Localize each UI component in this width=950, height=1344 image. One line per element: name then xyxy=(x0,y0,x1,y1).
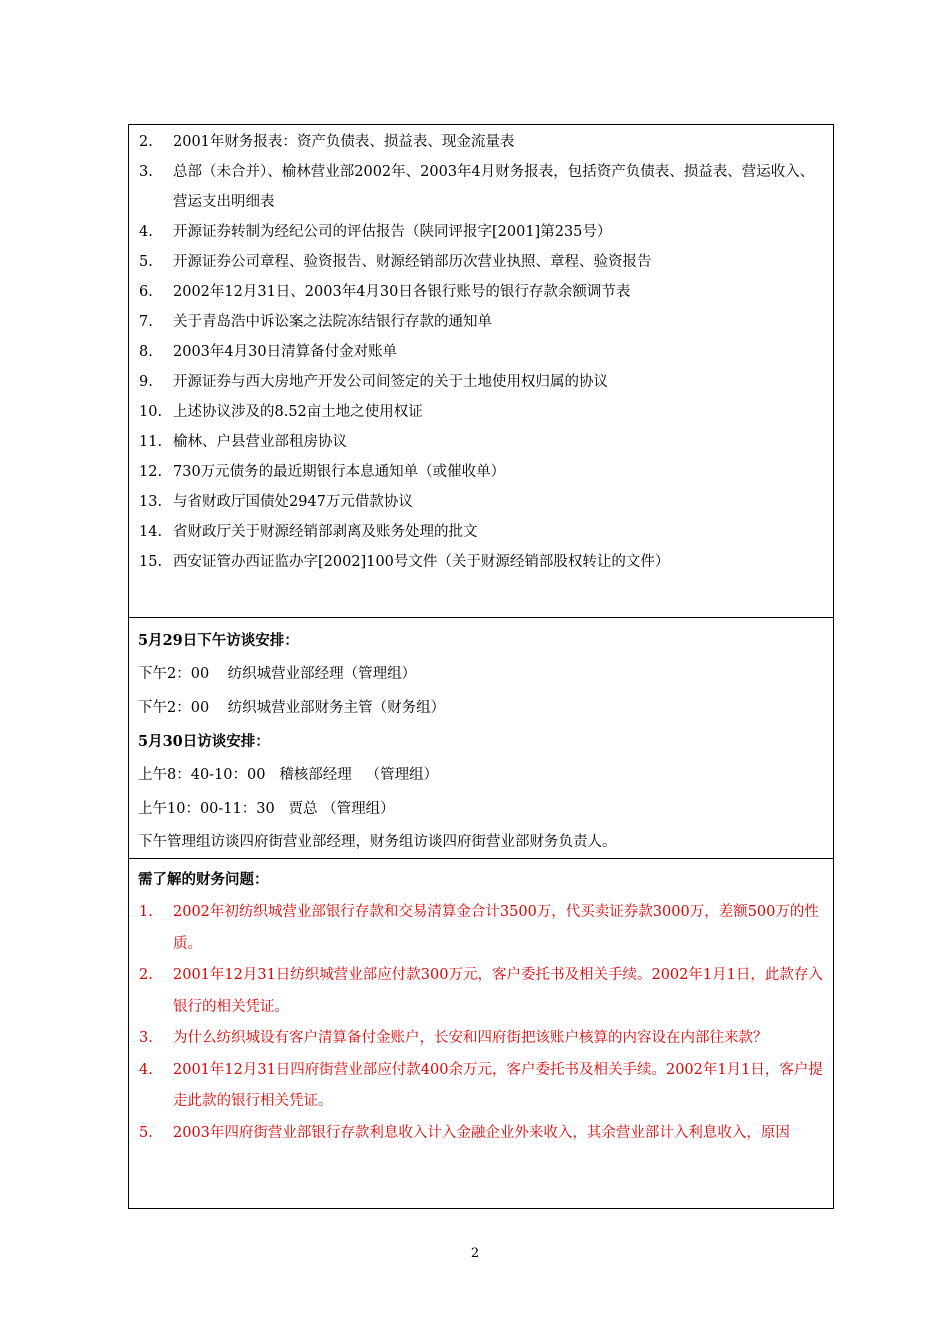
list-text: 为什么纺织城设有客户清算备付金账户，长安和四府街把该账户核算的内容设在内部往来款？ xyxy=(173,1030,768,1046)
schedule-line: 上午10：00-11：30 贾总 （管理组） xyxy=(138,800,395,817)
list-number: 10. xyxy=(139,404,163,420)
schedule-heading-may-29: 5月29日下午访谈安排： xyxy=(138,632,299,649)
materials-list xyxy=(129,127,833,577)
list-number: 11. xyxy=(139,434,163,450)
list-text: 开源证券公司章程、验资报告、财源经销部历次营业执照、章程、验资报告 xyxy=(173,254,652,270)
list-number: 5. xyxy=(139,254,153,270)
questions-heading: 需了解的财务问题： xyxy=(138,871,269,888)
list-item xyxy=(129,1023,833,1055)
list-item xyxy=(129,1055,833,1118)
list-item xyxy=(129,247,833,277)
list-text: 2001年财务报表：资产负债表、损益表、现金流量表 xyxy=(173,134,515,150)
list-text: 榆林、户县营业部租房协议 xyxy=(173,434,347,450)
list-number: 4. xyxy=(139,224,153,240)
schedule-line: 下午管理组访谈四府街营业部经理，财务组访谈四府街营业部财务负责人。 xyxy=(138,834,617,850)
list-number: 2. xyxy=(139,967,153,983)
list-number: 3. xyxy=(139,164,153,180)
document-table xyxy=(128,124,834,1209)
list-text: 省财政厅关于财源经销部剥离及账务处理的批文 xyxy=(173,524,478,540)
list-item xyxy=(129,897,833,960)
list-item xyxy=(129,547,833,577)
schedule-line: 下午2：00 纺织城营业部财务主管（财务组） xyxy=(138,699,446,716)
list-item xyxy=(129,337,833,367)
list-text: 730万元债务的最近期银行本息通知单（或催收单） xyxy=(173,464,506,480)
list-number: 7. xyxy=(139,314,153,330)
list-text: 开源证券转制为经纪公司的评估报告（陕同评报字[2001]第235号） xyxy=(173,224,612,240)
list-item xyxy=(129,960,833,1023)
schedule-line: 上午8：40-10：00 稽核部经理 （管理组） xyxy=(138,767,439,783)
list-number: 15. xyxy=(139,554,163,570)
schedule-heading-may-30: 5月30日访谈安排： xyxy=(138,733,270,750)
financial-questions-cell xyxy=(129,858,833,1208)
list-item xyxy=(129,427,833,457)
interview-schedule-cell xyxy=(129,617,833,858)
list-item xyxy=(129,397,833,427)
list-item xyxy=(129,457,833,487)
list-item xyxy=(129,157,833,217)
page-number: 2 xyxy=(470,1246,480,1261)
list-text: 总部（未合并）、榆林营业部2002年、2003年4月财务报表，包括资产负债表、损益表、营运收入、营运支出明细表 xyxy=(173,164,815,210)
list-item xyxy=(129,487,833,517)
list-text: 开源证券与西大房地产开发公司间签定的关于土地使用权归属的协议 xyxy=(173,374,608,390)
list-text: 2002年12月31日、2003年4月30日各银行账号的银行存款余额调节表 xyxy=(173,284,631,300)
list-item xyxy=(129,517,833,547)
list-number: 14. xyxy=(139,524,163,540)
list-number: 1. xyxy=(139,904,153,920)
list-text: 2002年初纺织城营业部银行存款和交易清算金合计3500万，代买卖证券款3000万，差额500万的性质。 xyxy=(173,904,819,952)
list-text: 2003年4月30日清算备付金对账单 xyxy=(173,344,398,360)
list-text: 上述协议涉及的8.52亩土地之使用权证 xyxy=(173,404,423,420)
materials-list-cell xyxy=(129,125,833,617)
list-text: 2001年12月31日四府街营业部应付款400余万元，客户委托书及相关手续。2002年1月1日，客户提走此款的银行相关凭证。 xyxy=(173,1061,823,1109)
list-number: 9. xyxy=(139,374,153,390)
list-number: 13. xyxy=(139,494,163,510)
list-text: 与省财政厅国债处2947万元借款协议 xyxy=(173,494,413,510)
list-number: 4. xyxy=(139,1061,153,1078)
list-text: 2001年12月31日纺织城营业部应付款300万元，客户委托书及相关手续。2002年1月1日，此款存入银行的相关凭证。 xyxy=(173,967,823,1015)
list-text: 关于青岛浩中诉讼案之法院冻结银行存款的通知单 xyxy=(173,314,492,330)
list-number: 3. xyxy=(139,1030,153,1046)
list-number: 6. xyxy=(139,284,153,300)
schedule-line: 下午2：00 纺织城营业部经理（管理组） xyxy=(138,666,417,682)
list-item xyxy=(129,127,833,157)
list-item xyxy=(129,1118,833,1150)
list-number: 12. xyxy=(139,464,163,480)
list-item xyxy=(129,307,833,337)
list-number: 8. xyxy=(139,344,153,360)
list-text: 2003年四府街营业部银行存款利息收入计入金融企业外来收入，其余营业部计入利息收入，原因 xyxy=(173,1124,790,1141)
list-item xyxy=(129,277,833,307)
list-text: 西安证管办西证监办字[2002]100号文件（关于财源经销部股权转让的文件） xyxy=(173,554,670,570)
list-item xyxy=(129,217,833,247)
list-number: 2. xyxy=(139,134,153,150)
questions-list xyxy=(129,897,833,1149)
list-item xyxy=(129,367,833,397)
list-number: 5. xyxy=(139,1124,153,1141)
